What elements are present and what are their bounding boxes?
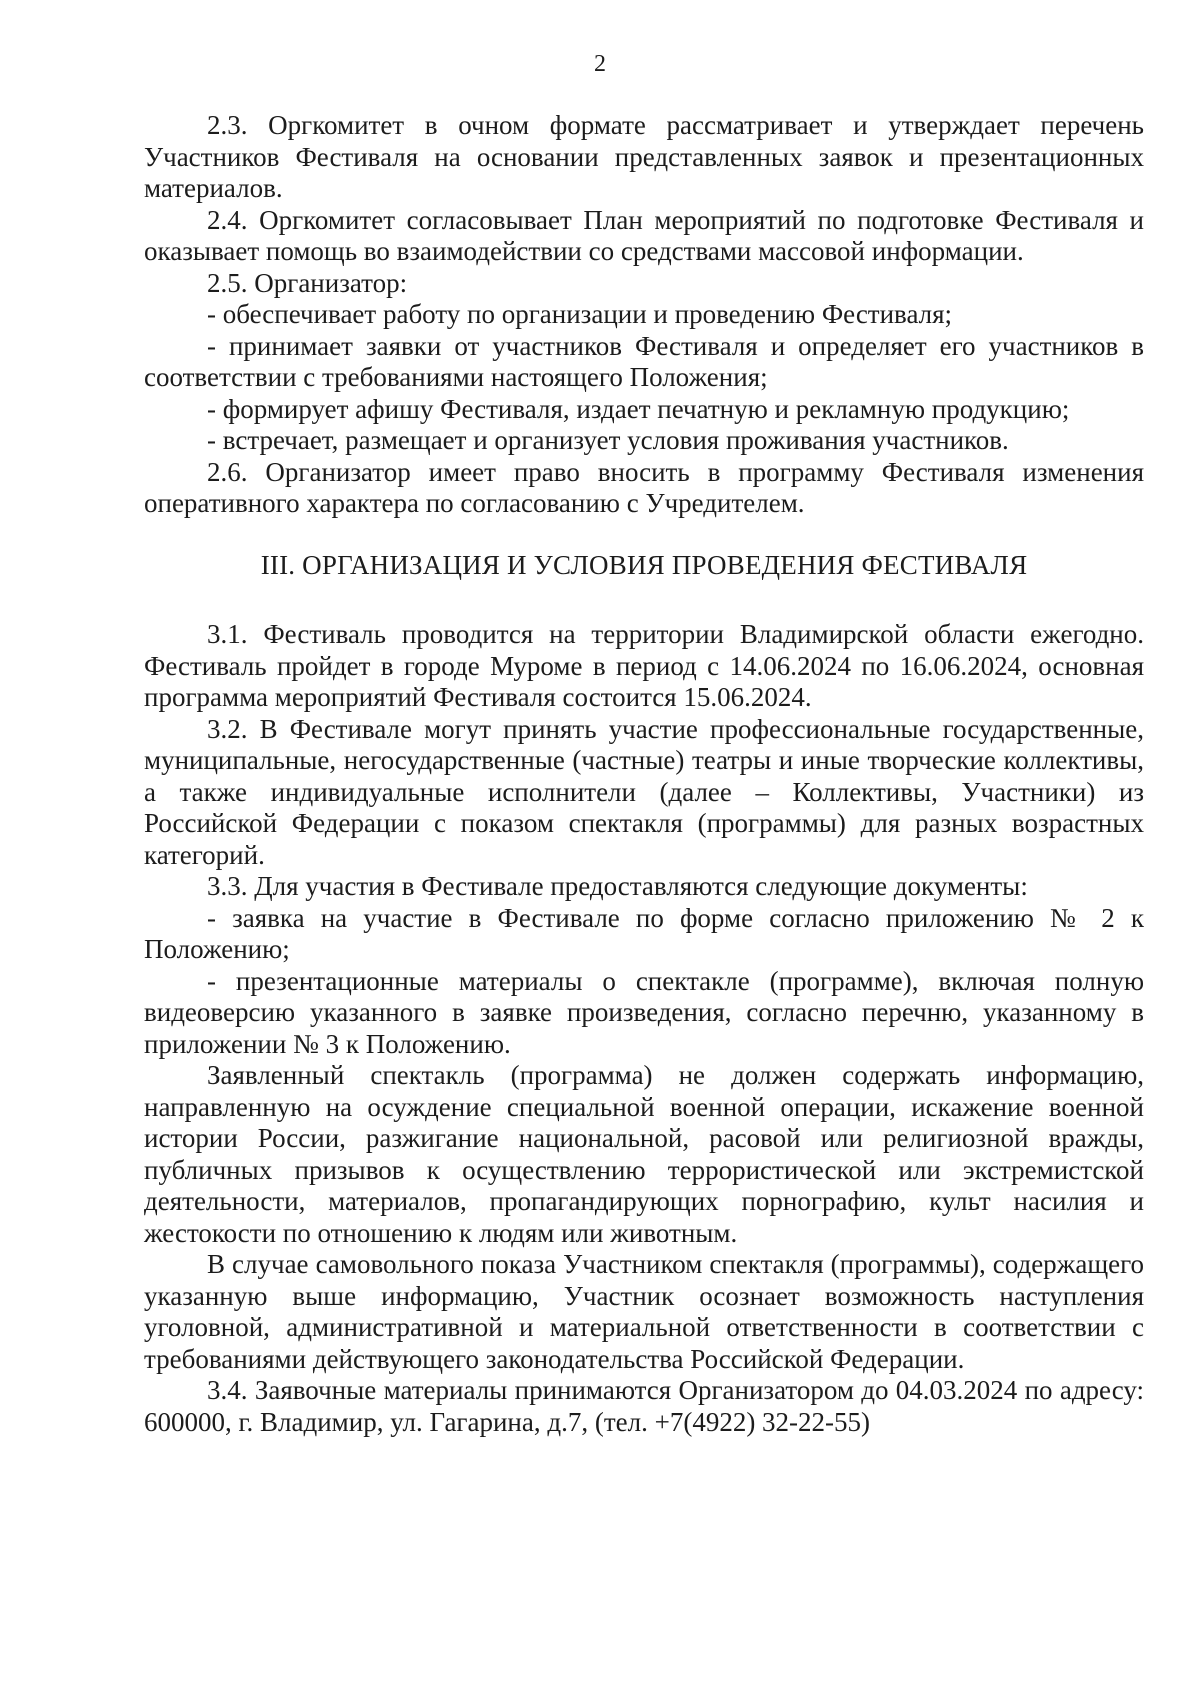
- paragraph-2-5: 2.5. Организатор:: [207, 267, 408, 298]
- paragraph-3-4: 3.4. Заявочные материалы принимаются Организатором до 04.03.2024 по адресу: 600000, г. Владимир, ул. Гагарина, д.7, (тел. +7(4922) 32-22-55): [144, 1375, 1144, 1437]
- list-item-organizer-duty-2: - принимает заявки от участников Фестиваля и определяет его участников в соответствии с требованиями настоящего Положения;: [144, 330, 1144, 392]
- paragraph-2-4: 2.4. Оргкомитет согласовывает План мероприятий по подготовке Фестиваля и оказывает помощь во взаимодействии со средствами массовой информации.: [144, 204, 1144, 266]
- list-item-organizer-duty-3: - формирует афишу Фестиваля, издает печатную и рекламную продукцию;: [207, 393, 1070, 424]
- paragraph-2-6: 2.6. Организатор имеет право вносить в программу Фестиваля изменения оперативного характера по согласованию с Учредителем.: [144, 456, 1144, 518]
- paragraph-3-1: 3.1. Фестиваль проводится на территории Владимирской области ежегодно. Фестиваль пройдет в городе Муроме в период с 14.06.2024 по 16.06.2024, основная программа мероприятий Фестиваля состоится 15.06.2024.: [144, 619, 1144, 712]
- paragraph-3-2: 3.2. В Фестивале могут принять участие профессиональные государственные, муниципальные, негосударственные (частные) театры и иные творческие коллективы, а также индивидуальные исполнители (далее – Коллективы, Участники) из Российской Федерации с показом спектакля (программы) для разных возрастных категорий.: [144, 713, 1144, 870]
- document-body: [144, 110, 1144, 1438]
- paragraph-2-3: 2.3. Оргкомитет в очном формате рассматривает и утверждает перечень Участников Фестиваля на основании представленных заявок и презентационных материалов.: [144, 110, 1144, 203]
- paragraph-3-3: 3.3. Для участия в Фестивале предоставляются следующие документы:: [207, 871, 1028, 901]
- list-item-organizer-duty-4: - встречает, размещает и организует условия проживания участников.: [207, 425, 1009, 455]
- paragraph-liability: В случае самовольного показа Участником спектакля (программы), содержащего указанную выше информацию, Участник осознает возможность наступления уголовной, административной и материальной ответственности в соответствии с требованиями действующего законодательства Российской Федерации.: [144, 1249, 1144, 1374]
- section-heading: III. ОРГАНИЗАЦИЯ И УСЛОВИЯ ПРОВЕДЕНИЯ ФЕСТИВАЛЯ: [260, 549, 1028, 580]
- paragraph-content-restrictions: Заявленный спектакль (программа) не должен содержать информацию, направленную на осуждение специальной военной операции, искажение военной истории России, разжигание национальной, расовой или религиозной вражды, публичных призывов к осуществлению террористической или экстремистской деятельности, материалов, пропагандирующих порнографию, культ насилия и жестокости по отношению к людям или животным.: [144, 1060, 1144, 1248]
- list-item-organizer-duty-1: - обеспечивает работу по организации и проведению Фестиваля;: [207, 299, 953, 329]
- list-item-document-2: - презентационные материалы о спектакле (программе), включая полную видеоверсию указанного в заявке произведения, согласно перечню, указанному в приложении № 3 к Положению.: [144, 965, 1144, 1059]
- list-item-document-1: - заявка на участие в Фестивале по форме согласно приложению № 2 к Положению;: [144, 902, 1144, 964]
- page-number: 2: [594, 51, 606, 77]
